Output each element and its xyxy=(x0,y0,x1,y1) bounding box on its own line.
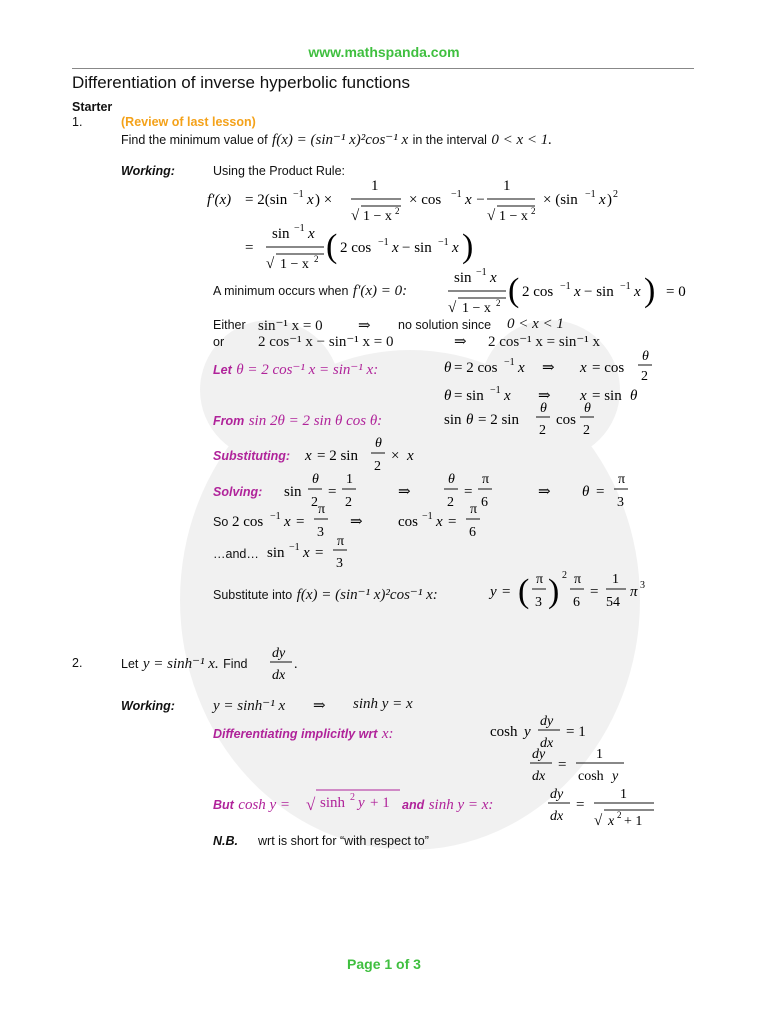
svg-text:× (sin: × (sin xyxy=(543,192,578,208)
svg-text:x: x xyxy=(608,814,615,829)
svg-text:dy: dy xyxy=(540,714,554,729)
svg-text:θ: θ xyxy=(582,484,590,500)
svg-text:3: 3 xyxy=(317,525,324,540)
svg-text:π: π xyxy=(318,502,326,517)
svg-text:x: x xyxy=(307,192,314,208)
svg-text:−1: −1 xyxy=(620,281,631,292)
svg-text:dx: dx xyxy=(540,736,554,751)
svg-text:2 cos: 2 cos xyxy=(522,284,554,300)
either-label: Either xyxy=(213,318,246,332)
question-1-text: Find the minimum value of f(x) = (sin⁻¹ x)²cos⁻¹ x in the interval 0 < x < 1. xyxy=(121,132,553,148)
svg-text:y: y xyxy=(524,724,531,740)
svg-text:−1: −1 xyxy=(451,189,462,200)
svg-text:2: 2 xyxy=(531,206,536,216)
svg-text:θ: θ xyxy=(630,388,638,404)
substitute-line: Substitute into f(x) = (sin⁻¹ x)²cos⁻¹ x: xyxy=(213,587,438,603)
svg-text:2: 2 xyxy=(496,298,501,308)
svg-text:.: . xyxy=(294,657,298,672)
svg-text:= 2 cos: = 2 cos xyxy=(454,360,498,376)
svg-text:2: 2 xyxy=(583,423,590,438)
svg-text:x: x xyxy=(303,545,310,561)
svg-text:=: = xyxy=(576,797,585,813)
final-value-equation xyxy=(486,566,686,620)
svg-text:=: = xyxy=(448,514,457,530)
svg-text:(: ( xyxy=(518,573,530,610)
page-number: Page 1 of 3 xyxy=(347,956,421,972)
svg-text:x: x xyxy=(284,514,291,530)
svg-text:1: 1 xyxy=(596,747,603,762)
svg-text:x: x xyxy=(599,192,606,208)
svg-text:⇒: ⇒ xyxy=(398,484,411,500)
svg-text:−1: −1 xyxy=(270,511,281,522)
implies-arrow: ⇒ xyxy=(358,318,371,334)
svg-text:= 2 sin: = 2 sin xyxy=(317,448,358,464)
final-derivative-equation xyxy=(546,783,666,835)
svg-text:⇒: ⇒ xyxy=(542,360,555,376)
svg-text:): ) xyxy=(462,228,474,265)
svg-text:× cos: × cos xyxy=(409,192,442,208)
svg-text:⇒: ⇒ xyxy=(350,514,363,530)
svg-text:2: 2 xyxy=(447,495,454,510)
svg-text:−1: −1 xyxy=(293,189,304,200)
svg-text:x: x xyxy=(490,270,497,286)
page-title: Differentiation of inverse hyperbolic functions xyxy=(72,73,410,92)
svg-text:6: 6 xyxy=(573,595,580,610)
svg-text:y: y xyxy=(358,795,365,811)
let-theta-line: Let θ = 2 cos⁻¹ x = sin⁻¹ x: xyxy=(213,362,379,378)
solving-label: Solving: xyxy=(213,485,263,499)
svg-text:= 1: = 1 xyxy=(566,724,586,740)
sqrt-sinh-expression xyxy=(304,784,404,820)
svg-text:2: 2 xyxy=(314,254,319,264)
svg-text:6: 6 xyxy=(469,525,476,540)
svg-text:sin: sin xyxy=(454,270,472,286)
svg-text:√: √ xyxy=(306,795,316,814)
svg-text:2: 2 xyxy=(311,495,318,510)
substituting-label: Substituting: xyxy=(213,449,291,463)
question-1-number: 1. xyxy=(72,115,83,129)
svg-text:54: 54 xyxy=(606,595,620,610)
question-2-number: 2. xyxy=(72,656,83,670)
svg-text:θ: θ xyxy=(444,360,452,376)
header-divider xyxy=(72,68,694,69)
svg-text:= sin: = sin xyxy=(454,388,484,404)
svg-text:√: √ xyxy=(487,208,496,224)
svg-text:√: √ xyxy=(448,300,457,316)
minimum-equation xyxy=(444,264,704,320)
svg-text:sinh: sinh xyxy=(320,795,346,811)
svg-text:dx: dx xyxy=(532,769,546,784)
svg-text:dy: dy xyxy=(532,747,546,762)
svg-text:dx: dx xyxy=(272,668,286,683)
svg-text:2: 2 xyxy=(613,189,618,200)
or-equation: 2 cos⁻¹ x − sin⁻¹ x = 0 xyxy=(258,334,394,350)
svg-text:2 cos: 2 cos xyxy=(232,514,264,530)
svg-text:=: = xyxy=(296,514,305,530)
svg-text:sin: sin xyxy=(444,412,462,428)
svg-text:1: 1 xyxy=(612,572,619,587)
svg-text:3: 3 xyxy=(336,556,343,571)
working-label: Working: xyxy=(121,164,175,178)
svg-text:f′(x): f′(x) xyxy=(207,192,232,208)
svg-text:π: π xyxy=(337,534,345,549)
question-2-text: Let y = sinh⁻¹ x. Find xyxy=(121,656,248,672)
svg-text:−1: −1 xyxy=(585,189,596,200)
svg-text:dy: dy xyxy=(550,787,564,802)
svg-text:1: 1 xyxy=(503,178,511,194)
svg-text:y: y xyxy=(490,584,497,600)
svg-text:x −: x − xyxy=(465,192,486,208)
svg-text:π: π xyxy=(470,502,478,517)
svg-text:cos: cos xyxy=(556,412,576,428)
svg-text:−1: −1 xyxy=(504,357,515,368)
svg-text:θ: θ xyxy=(312,472,319,487)
svg-text:−1: −1 xyxy=(476,267,487,278)
differentiating-line: Differentiating implicitly wrt x: xyxy=(213,726,394,742)
q2-line-1b: sinh y = x xyxy=(353,696,413,712)
svg-text:x: x xyxy=(634,284,641,300)
svg-text:−1: −1 xyxy=(490,385,501,396)
svg-text:2: 2 xyxy=(617,810,622,820)
svg-text:−1: −1 xyxy=(438,237,449,248)
svg-text:3: 3 xyxy=(617,495,624,510)
svg-text:+ 1: + 1 xyxy=(624,814,643,829)
dy-dx-fraction xyxy=(268,640,308,686)
svg-text:x: x xyxy=(407,448,414,464)
or-label: or xyxy=(213,335,225,349)
nb-label: N.B. xyxy=(213,834,238,848)
svg-text:x: x xyxy=(504,388,511,404)
svg-text:2: 2 xyxy=(539,423,546,438)
so-label: So xyxy=(213,515,229,529)
svg-text:x: x xyxy=(308,226,315,242)
svg-text:): ) xyxy=(644,272,656,309)
svg-text:θ: θ xyxy=(448,472,455,487)
svg-text:π: π xyxy=(630,584,638,600)
nb-text: wrt is short for “with respect to” xyxy=(258,834,429,848)
but-line: But cosh y = xyxy=(213,797,291,813)
svg-text:1: 1 xyxy=(346,472,353,487)
svg-text:1: 1 xyxy=(620,787,627,802)
svg-text:π: π xyxy=(574,572,582,587)
svg-text:−1: −1 xyxy=(289,542,300,553)
svg-text:= 2(sin: = 2(sin xyxy=(245,192,288,208)
svg-text:2: 2 xyxy=(562,570,567,581)
from-line: From sin 2θ = 2 sin θ cos θ: xyxy=(213,413,383,429)
svg-text:⇒: ⇒ xyxy=(538,484,551,500)
svg-text:θ: θ xyxy=(466,412,474,428)
product-rule-text: Using the Product Rule: xyxy=(213,164,346,178)
svg-text:=: = xyxy=(315,545,324,561)
svg-text:= sin: = sin xyxy=(592,388,622,404)
minimum-text: A minimum occurs when f′(x) = 0: xyxy=(213,283,408,299)
svg-text:x: x xyxy=(436,514,443,530)
svg-text:2 cos: 2 cos xyxy=(340,240,372,256)
svg-text:x: x xyxy=(580,360,587,376)
implies-arrow: ⇒ xyxy=(454,334,467,350)
svg-text:θ: θ xyxy=(540,401,547,416)
svg-text:dy: dy xyxy=(272,646,286,661)
svg-text:−1: −1 xyxy=(560,281,571,292)
svg-text:2: 2 xyxy=(345,495,352,510)
review-note: (Review of last lesson) xyxy=(121,115,256,129)
svg-text:− sin: − sin xyxy=(584,284,614,300)
svg-text:6: 6 xyxy=(481,495,488,510)
svg-text:3: 3 xyxy=(535,595,542,610)
svg-text:dx: dx xyxy=(550,809,564,824)
svg-text:2: 2 xyxy=(641,369,648,384)
and-line: and sinh y = x: xyxy=(402,797,494,813)
or-result: 2 cos⁻¹ x = sin⁻¹ x xyxy=(488,334,601,350)
svg-text:cos: cos xyxy=(398,514,418,530)
svg-text:sin: sin xyxy=(272,226,290,242)
svg-text:√: √ xyxy=(594,813,603,829)
svg-text:= 0: = 0 xyxy=(666,284,686,300)
svg-text:= cos: = cos xyxy=(592,360,625,376)
svg-text:=: = xyxy=(245,240,254,256)
implies-arrow: ⇒ xyxy=(313,698,326,714)
svg-text:sin: sin xyxy=(267,545,285,561)
svg-text:=: = xyxy=(328,484,337,500)
svg-text:x: x xyxy=(452,240,459,256)
svg-text:x: x xyxy=(574,284,581,300)
svg-text:(: ( xyxy=(326,228,338,265)
svg-text:−1: −1 xyxy=(294,223,305,234)
svg-text:(: ( xyxy=(508,272,520,309)
svg-text:x: x xyxy=(392,240,399,256)
svg-text:x: x xyxy=(580,388,587,404)
svg-text:1: 1 xyxy=(371,178,379,194)
site-url[interactable]: www.mathspanda.com xyxy=(308,44,460,60)
svg-text:=: = xyxy=(558,757,567,773)
svg-text:3: 3 xyxy=(640,580,645,591)
svg-text:π: π xyxy=(482,472,490,487)
svg-text:= 2 sin: = 2 sin xyxy=(478,412,519,428)
svg-text:π: π xyxy=(536,572,544,587)
svg-text:×: × xyxy=(391,448,400,464)
svg-text:=: = xyxy=(502,584,511,600)
svg-text:y: y xyxy=(612,769,619,784)
either-equation: sin⁻¹ x = 0 xyxy=(258,318,323,334)
svg-text:1 − x: 1 − x xyxy=(280,257,309,272)
svg-text:2: 2 xyxy=(374,459,381,474)
svg-text:x: x xyxy=(305,448,312,464)
svg-text:θ: θ xyxy=(584,401,591,416)
svg-text:): ) xyxy=(607,192,612,208)
svg-text:sin: sin xyxy=(284,484,302,500)
svg-text:=: = xyxy=(596,484,605,500)
and-label: …and… xyxy=(213,547,259,561)
svg-text:π: π xyxy=(618,472,626,487)
svg-text:=: = xyxy=(590,584,599,600)
svg-text:−1: −1 xyxy=(378,237,389,248)
svg-text:√: √ xyxy=(351,208,360,224)
svg-text:=: = xyxy=(464,484,473,500)
svg-text:x: x xyxy=(518,360,525,376)
svg-text:): ) xyxy=(548,573,560,610)
svg-text:1 − x: 1 − x xyxy=(462,301,491,316)
svg-text:1 − x: 1 − x xyxy=(363,209,392,224)
and-equation xyxy=(265,533,375,577)
svg-text:√: √ xyxy=(266,256,275,272)
svg-text:+ 1: + 1 xyxy=(370,795,390,811)
svg-text:θ: θ xyxy=(444,388,452,404)
svg-text:⇒: ⇒ xyxy=(538,388,551,404)
svg-text:cosh: cosh xyxy=(578,769,604,784)
no-solution-range: 0 < x < 1 xyxy=(507,316,564,332)
svg-text:1 − x: 1 − x xyxy=(499,209,528,224)
svg-text:2: 2 xyxy=(395,206,400,216)
q2-line-1a: y = sinh⁻¹ x xyxy=(213,698,286,714)
svg-text:θ: θ xyxy=(642,349,649,364)
svg-text:) ×: ) × xyxy=(315,192,333,208)
svg-text:θ: θ xyxy=(375,436,382,451)
working-label-2: Working: xyxy=(121,699,175,713)
starter-heading: Starter xyxy=(72,100,113,114)
svg-text:−1: −1 xyxy=(422,511,433,522)
svg-text:2: 2 xyxy=(350,792,355,803)
double-angle-equation xyxy=(440,398,640,446)
no-solution-text: no solution since xyxy=(398,318,492,332)
svg-text:cosh: cosh xyxy=(490,724,518,740)
svg-text:− sin: − sin xyxy=(402,240,432,256)
